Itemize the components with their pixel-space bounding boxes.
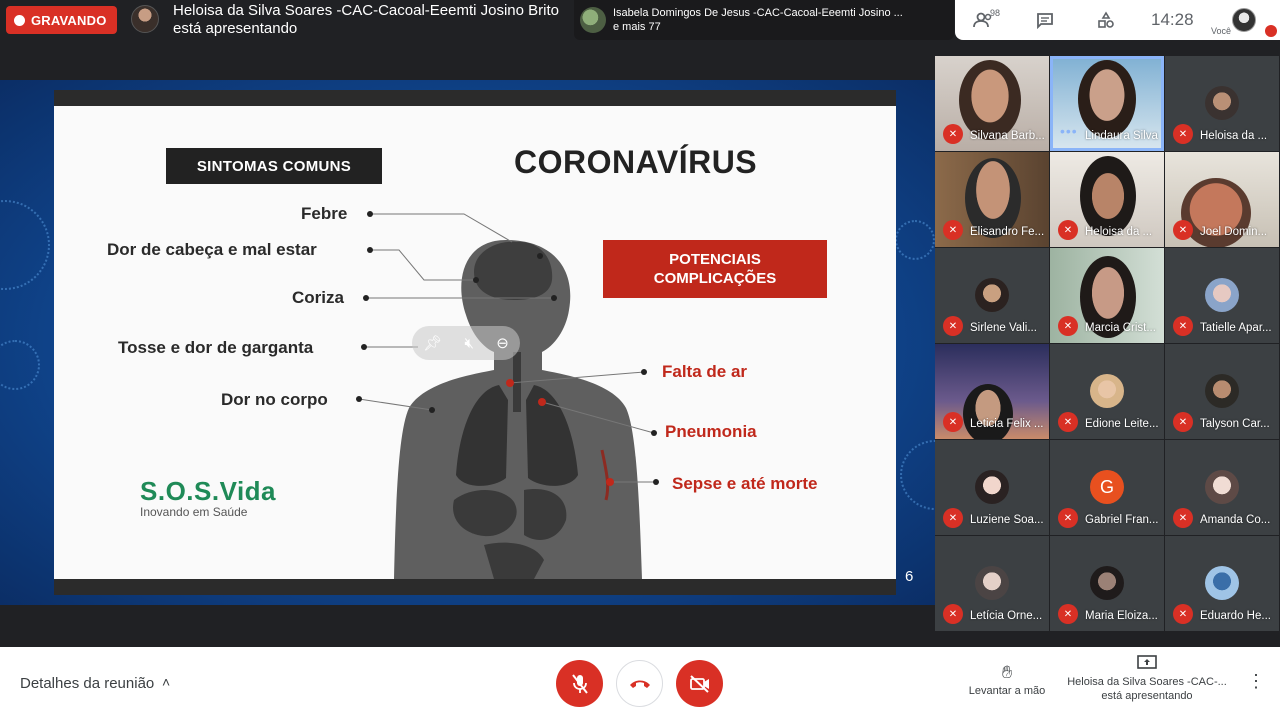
participant-tile[interactable] (935, 440, 1049, 535)
mic-off-icon: ✕ (1173, 124, 1193, 144)
mic-off-icon: ✕ (1173, 316, 1193, 336)
participant-tile[interactable] (1050, 344, 1164, 439)
recording-badge (6, 6, 117, 34)
participant-name: Luziene Soa... (970, 514, 1044, 526)
virus-decoration (0, 200, 50, 290)
camera-off-icon (689, 675, 711, 693)
slide-page-number: 6 (905, 568, 914, 585)
participant-name: Heloisa da ... (1085, 226, 1153, 238)
speaking-indicator-icon: ••• (1060, 123, 1078, 139)
chat-icon[interactable] (1033, 8, 1057, 32)
virus-decoration (895, 220, 935, 260)
more-options-icon[interactable]: ⋮ (1247, 671, 1265, 691)
participant-tile[interactable] (1050, 536, 1164, 631)
mic-off-icon: ✕ (1058, 508, 1078, 528)
mic-off-icon (570, 673, 590, 695)
participant-tile[interactable] (935, 248, 1049, 343)
symptom-label: Tosse e dor de garganta (118, 338, 314, 357)
participant-name: Letícia Orne... (970, 610, 1043, 622)
recording-label: GRAVANDO (31, 12, 107, 28)
pin-icon[interactable]: 📌︎ (423, 335, 443, 352)
participant-avatar (1205, 374, 1239, 408)
mic-off-icon: ✕ (943, 124, 963, 144)
participant-avatar (1205, 278, 1239, 312)
clock: 14:28 (1151, 10, 1194, 29)
mic-off-icon: ✕ (943, 412, 963, 432)
remove-icon[interactable]: ⊖ (496, 335, 509, 352)
mic-off-icon: ✕ (943, 604, 963, 624)
participant-avatar (1205, 566, 1239, 600)
participant-tile[interactable] (1050, 56, 1164, 151)
presenting-button[interactable] (1062, 655, 1232, 703)
slide-title: CORONAVÍRUS (514, 144, 758, 180)
mic-off-icon: ✕ (1173, 604, 1193, 624)
mic-off-icon: ✕ (1058, 316, 1078, 336)
participant-tile[interactable] (935, 536, 1049, 631)
participant-name: Silvana Barb... (970, 130, 1045, 142)
complication-label: Pneumonia (665, 422, 757, 441)
leave-call-button[interactable] (616, 660, 663, 707)
presentation-toolbar (412, 326, 520, 360)
participant-name: Maria Eloiza... (1085, 610, 1158, 622)
participant-name: Marcia Crist... (1085, 322, 1156, 334)
symptom-label: Coriza (292, 288, 344, 307)
symptom-label: Febre (301, 204, 348, 223)
participant-tile[interactable] (1165, 152, 1279, 247)
sintomas-heading: SINTOMAS COMUNS (166, 148, 382, 184)
participant-tile[interactable] (1165, 440, 1279, 535)
present-screen-icon (1062, 655, 1232, 674)
presenter-info (173, 2, 559, 38)
presenting-label-1: Heloisa da Silva Soares -CAC-... (1067, 676, 1227, 688)
participant-tile[interactable] (1165, 56, 1279, 151)
participant-tile[interactable] (1050, 152, 1164, 247)
participants-count: 98 (990, 8, 1001, 18)
complication-label: Falta de ar (662, 362, 748, 381)
slide-bottom-strip (54, 579, 896, 595)
complicacoes-heading (603, 240, 827, 298)
mic-off-icon: ✕ (1058, 220, 1078, 240)
participant-tile[interactable] (935, 152, 1049, 247)
bottom-bar (0, 647, 1280, 720)
participant-avatar (975, 470, 1009, 504)
participant-name: Elisandro Fe... (970, 226, 1045, 238)
hang-up-icon (629, 678, 651, 690)
participant-tile[interactable] (1165, 536, 1279, 631)
virus-decoration (0, 340, 40, 390)
participant-tile[interactable] (935, 56, 1049, 151)
participant-name: Lindaura Silva (1085, 130, 1158, 142)
participant-grid (935, 56, 1280, 632)
participant-tile[interactable] (935, 344, 1049, 439)
participant-avatar (1090, 374, 1124, 408)
presenter-status: está apresentando (173, 20, 298, 37)
participant-avatar (1205, 470, 1239, 504)
presenter-name: Heloisa da Silva Soares -CAC-Cacoal-Eeemti Josino Brito (173, 2, 559, 19)
presenting-label-2: está apresentando (1101, 690, 1193, 702)
participant-tile[interactable] (1050, 248, 1164, 343)
record-dot-icon (14, 15, 25, 26)
camera-toggle-button[interactable] (676, 660, 723, 707)
notification-line2: e mais 77 (613, 21, 661, 33)
mic-off-icon: ✕ (1173, 412, 1193, 432)
raise-hand-button[interactable] (963, 662, 1051, 697)
participant-avatar (975, 566, 1009, 600)
raise-hand-label: Levantar a mão (968, 685, 1046, 697)
participant-avatar (975, 278, 1009, 312)
participant-tile[interactable] (1165, 248, 1279, 343)
self-label: Você (1211, 26, 1232, 36)
participant-name: Edione Leite... (1085, 418, 1159, 430)
notification-avatar (580, 7, 606, 33)
mute-presentation-icon[interactable]: 🔇︎ (464, 334, 474, 352)
mic-off-icon: ✕ (1173, 508, 1193, 528)
mic-off-icon: ✕ (1058, 412, 1078, 432)
mic-off-icon: ✕ (1173, 220, 1193, 240)
self-avatar[interactable] (1232, 8, 1256, 32)
participant-video (963, 384, 1013, 439)
mic-off-icon: ✕ (1058, 604, 1078, 624)
symptom-label: Dor no corpo (221, 390, 328, 409)
participant-video (959, 60, 1021, 140)
presenter-avatar (131, 5, 159, 33)
participant-video (1080, 156, 1136, 236)
logo-sub-text: Inovando em Saúde (140, 505, 248, 519)
top-bar (0, 0, 1280, 44)
complicacoes-heading-line2: COMPLICAÇÕES (653, 270, 777, 287)
participant-tile[interactable] (1050, 440, 1164, 535)
participant-name: Talyson Car... (1200, 418, 1270, 430)
hand-icon: ✋︎ (1001, 662, 1013, 682)
participant-name: Leticia Felix ... (970, 418, 1044, 430)
chevron-up-icon[interactable]: ˄ (162, 674, 171, 690)
participant-name: Eduardo He... (1200, 610, 1271, 622)
header-controls (955, 0, 1280, 40)
logo-main-text: S.O.S.Vida (140, 476, 277, 506)
participant-name: Tatielle Apar... (1200, 322, 1272, 334)
symptom-label: Dor de cabeça e mal estar (107, 240, 317, 259)
participant-video (1078, 60, 1136, 138)
participant-name: Sirlene Vali... (970, 322, 1037, 334)
virus-decoration (900, 440, 935, 510)
mic-off-icon: ✕ (943, 220, 963, 240)
participant-name: Joel Domin... (1200, 226, 1268, 238)
complication-label: Sepse e até morte (672, 474, 818, 493)
participant-name: Heloisa da ... (1200, 130, 1268, 142)
participant-name: Amanda Co... (1200, 514, 1271, 526)
mic-off-icon: ✕ (943, 316, 963, 336)
participant-name: Gabriel Fran... (1085, 514, 1159, 526)
meeting-details-button[interactable]: Detalhes da reunião (20, 675, 155, 692)
participant-avatar (1205, 86, 1239, 120)
join-notification[interactable] (574, 0, 954, 40)
mic-off-icon: ✕ (943, 508, 963, 528)
sos-vida-logo (140, 476, 276, 519)
activities-icon[interactable] (1094, 8, 1118, 32)
participant-initial-avatar: G (1090, 470, 1124, 504)
participant-avatar (1090, 566, 1124, 600)
self-mic-off-icon (1265, 25, 1277, 37)
microphone-toggle-button[interactable] (556, 660, 603, 707)
complicacoes-heading-line1: POTENCIAIS (669, 251, 761, 268)
notification-line1: Isabela Domingos De Jesus -CAC-Cacoal-Eeemti Josino ... (613, 7, 903, 19)
participant-tile[interactable] (1165, 344, 1279, 439)
